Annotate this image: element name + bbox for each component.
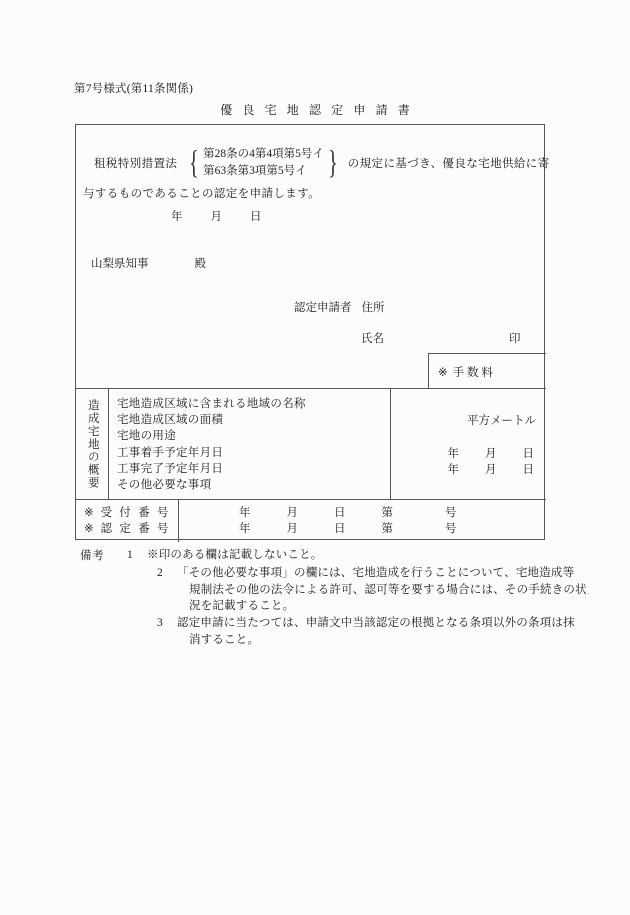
fee-box-label — [438, 364, 493, 380]
outline-vertical-label: 造成宅地の概要 — [86, 399, 99, 490]
approval-number-label — [84, 522, 178, 538]
outline-item-1: 宅地造成区域に含まれる地域の名称 — [117, 398, 306, 410]
clause-item-1: 第28条の4第4項第5号イ — [203, 148, 324, 160]
receipt-label-text: 受 付 番 号 — [100, 507, 171, 519]
statement-section — [76, 125, 550, 388]
receipt-year-label: 年 — [239, 507, 251, 519]
approval-day-label: 日 — [334, 522, 346, 535]
start-month-label: 月 — [485, 448, 497, 460]
fee-text: 手 数 料 — [452, 367, 493, 379]
area-unit-label: 平方メートル — [467, 415, 536, 427]
outline-item-6: その他必要な事項 — [117, 479, 212, 492]
approval-no-prefix: 第 — [381, 522, 393, 535]
remark-2-line-3: 況を記載すること。 — [189, 600, 295, 612]
receipt-month-label: 月 — [286, 507, 298, 519]
approval-month-label: 月 — [286, 522, 298, 535]
start-day-label: 日 — [522, 448, 534, 460]
remark-number-1: 1 — [127, 549, 133, 561]
statement-first-line — [94, 146, 550, 180]
date-year-label: 年 — [171, 211, 183, 223]
remark-body-2 — [177, 565, 587, 615]
number-row-labels — [76, 500, 179, 542]
remarks-heading: 備考 — [80, 550, 105, 562]
start-date-value — [448, 445, 535, 461]
date-month-label: 月 — [210, 211, 222, 223]
remark-2-line-2: 規制法その他の法令による許可、認可等を要する場合には、その手続きの状 — [189, 583, 587, 596]
clause-item-2: 第63条第3項第5号イ — [203, 165, 307, 178]
applicant-label: 認定申請者 — [294, 302, 352, 314]
law-name: 租税特別措置法 — [94, 158, 178, 171]
statement-tail: の規定に基づき、優良な宅地供給に寄 — [347, 158, 550, 171]
outline-item-3: 宅地の用途 — [117, 430, 176, 443]
receipt-number-value — [179, 506, 546, 522]
clause-list — [202, 146, 325, 180]
fee-marker: ※ — [438, 367, 448, 379]
remark-number-2: 2 — [157, 567, 163, 579]
registration-number-rows — [76, 499, 546, 541]
outline-vertical-label-cell — [76, 389, 109, 500]
remark-body-3 — [177, 615, 575, 648]
completion-month-label: 月 — [485, 464, 497, 476]
remark-3-line-2: 消すること。 — [189, 633, 260, 646]
receipt-marker: ※ — [84, 507, 94, 519]
address-label: 住所 — [361, 302, 385, 314]
start-year-label: 年 — [447, 448, 459, 460]
fee-box — [428, 353, 546, 388]
document-title: 優 良 宅 地 認 定 申 請 書 — [220, 103, 414, 117]
remark-2-line-1: 「その他必要な事項」の欄には、宅地造成を行うことについて、宅地造成等 — [177, 567, 575, 579]
outline-item-4: 工事着手予定年月日 — [117, 446, 224, 459]
outline-item-5: 工事完了予定年月日 — [117, 462, 224, 475]
receipt-number-label — [84, 506, 178, 522]
form-code: 第7号様式(第11条関係) — [74, 83, 194, 95]
seal-mark: 印 — [509, 333, 521, 345]
remark-body-1 — [147, 547, 323, 564]
approval-number-value — [179, 522, 546, 538]
clause-brace-group: { 第28条の4第4項第5号イ 第63条第3項第5号イ } — [189, 145, 338, 182]
date-day-label: 日 — [250, 211, 262, 223]
completion-date-value — [448, 461, 535, 477]
applicant-address-line — [294, 299, 385, 315]
outline-item-2: 宅地造成区域の面積 — [117, 414, 224, 427]
remark-number-3: 3 — [157, 617, 163, 629]
receipt-no-prefix: 第 — [381, 507, 393, 519]
receipt-day-label: 日 — [334, 507, 346, 519]
receipt-no-suffix: 号 — [445, 507, 457, 519]
application-form-frame — [75, 124, 550, 540]
applicant-name-label: 氏名 — [361, 333, 384, 345]
application-date-line — [171, 208, 262, 224]
number-row-values — [179, 500, 546, 542]
statement-second-line: 与するものであることの認定を申請します。 — [83, 188, 321, 200]
approval-no-suffix: 号 — [445, 522, 457, 535]
approval-label-text: 認 定 番 号 — [100, 522, 171, 535]
outline-item-labels — [109, 389, 391, 500]
addressee-honorific: 殿 — [194, 258, 206, 270]
remark-1-line-1: ※印のある欄は記載しないこと。 — [147, 549, 323, 561]
outline-value-cells — [391, 389, 546, 500]
completion-day-label: 日 — [522, 464, 534, 476]
completion-year-label: 年 — [447, 464, 459, 476]
addressee-name: 山梨県知事 — [91, 258, 149, 270]
addressee-line — [91, 255, 206, 271]
approval-marker: ※ — [84, 522, 94, 535]
development-outline-table — [76, 388, 546, 499]
remark-3-line-1: 認定申請に当たつては、申請文中当該認定の根拠となる条項以外の条項は抹 — [177, 617, 575, 629]
approval-year-label: 年 — [239, 522, 251, 535]
